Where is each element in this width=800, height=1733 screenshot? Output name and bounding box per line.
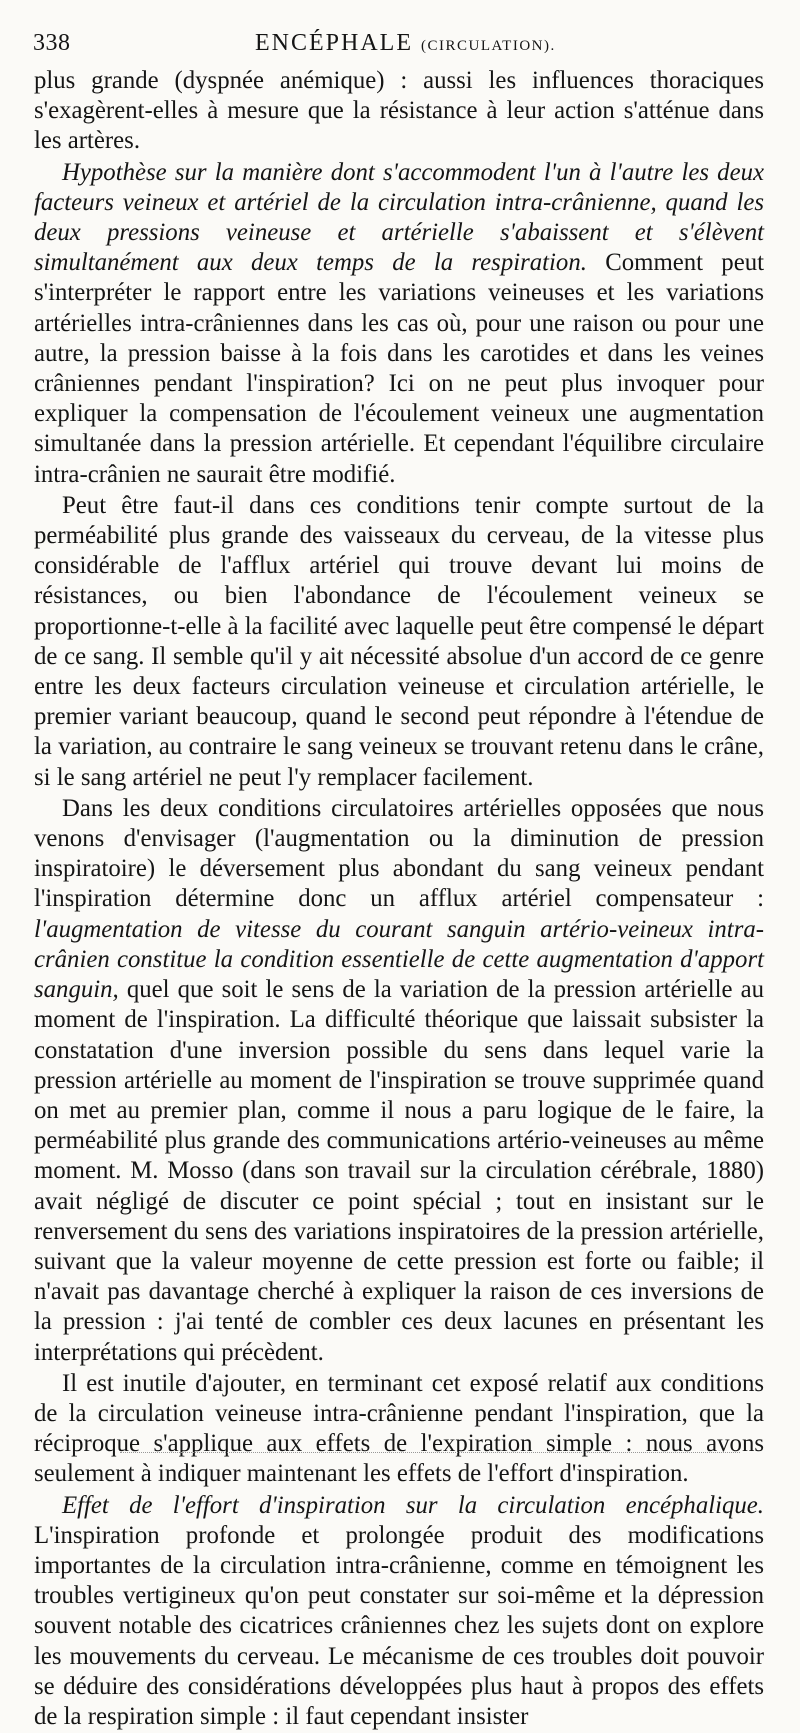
paragraph-4 <box>34 794 764 1368</box>
paragraph-2-text: Comment peut s'interpréter le rapport entre les variations veineuses et les variations artérielles intra-crâniennes dans les cas où, pour une raison ou pour une autre, la pression baisse à la fois dans les carotides et dans les veines crâniennes pendant l'inspiration? Ici on ne peut plus invoquer pour expliquer la compensation de l'écoulement veineux une augmentation simultanée dans la pression artérielle. Et cependant l'équilibre circulaire intra-crânien ne saurait être modifié. <box>34 249 764 488</box>
section-heading-effort: Effet de l'effort d'inspiration sur la circulation encéphalique. <box>62 1491 764 1519</box>
page-number: 338 <box>33 30 71 56</box>
paragraph-4-emphasis: l'augmentation de vitesse du courant sanguin artério-veineux intra-crânien constitue la condition essentielle de cette augmentation d'apport sanguin, <box>34 915 764 1004</box>
paragraph-1: plus grande (dyspnée anémique) : aussi les influences thoraciques s'exagèrent-elles à mesure que la résistance à leur action s'atténue dans les artères. <box>34 67 764 155</box>
paragraph-3: Peut être faut-il dans ces conditions tenir compte surtout de la perméabilité plus grande des vaisseaux du cerveau, de la vitesse plus considérable de l'afflux artériel qui trouve devant lui moins de résistances, ou bien l'abondance de l'écoulement veineux se proportionne-t-elle à la facilité avec laquelle peut être compensé le départ de ce sang. Il semble qu'il y ait nécessité absolue d'un accord de ce genre entre les deux facteurs circulation veineuse et circulation artérielle, le premier variant beaucoup, quand le second peut répondre à l'étendue de la variation, au contraire le sang veineux se trouvant retenu dans le crâne, si le sang artériel ne peut l'y remplacer facilement. <box>34 491 764 791</box>
paragraph-5: Il est inutile d'ajouter, en terminant cet exposé relatif aux conditions de la circulation veineuse intra-crânienne pendant l'inspiration, que la réciproque s'applique aux effets de l'expiration simple : nous avons seulement à indiquer maintenant les effets de l'effort d'inspiration. <box>34 1369 764 1488</box>
running-title <box>255 30 556 57</box>
body-text <box>34 66 764 1733</box>
paragraph-6 <box>34 1491 764 1733</box>
section-heading-hypothese: Hypothèse sur la manière dont s'accommodent l'un à l'autre les deux facteurs veineux et artériel de la circulation intra-crânienne, quand les deux pressions veineuse et artérielle s'abaissent et s'élèvent simultanément aux deux temps de la respiration. <box>34 158 764 277</box>
paragraph-4-a: Dans les deux conditions circulatoires artérielles opposées que nous venons d'envisager (l'augmentation ou la diminution de pression inspiratoire) le déversement plus abondant du sang veineux pendant l'inspiration détermine donc un afflux artériel compensateur : <box>34 794 764 913</box>
paragraph-4-b: quel que soit le sens de la variation de la pression artérielle au moment de l'inspiration. La difficulté théorique que laissait subsister la constatation d'une inversion possible du sens dans lequel varie la pression artérielle au moment de l'inspiration se trouve supprimée quand on met au premier plan, comme il nous a paru logique de le faire, la perméabilité plus grande des communications artério-veineuses au même moment. M. Mosso (dans son travail sur la circulation cérébrale, 1880) avait négligé de discuter ce point spécial ; tout en insistant sur le renversement du sens des variations inspiratoires de la pression artérielle, suivant que la valeur moyenne de cette pression est forte ou faible; il n'avait pas davantage cherché à expliquer la raison de ces inversions de la pression : j'ai tenté de combler ces deux lacunes en présentant les interprétations qui précèdent. <box>34 976 765 1366</box>
footer-rule <box>120 1452 740 1455</box>
paragraph-2 <box>34 158 764 490</box>
running-title-main: ENCÉPHALE <box>255 30 413 56</box>
running-title-subtitle: (CIRCULATION). <box>421 38 556 54</box>
paragraph-6-text: L'inspiration profonde et prolongée produit des modifications importantes de la circulation intra-crânienne, comme en témoignent les troubles vertigineux qu'on peut constater sur soi-même et la dépression souvent notable des cicatrices crâniennes chez les sujets dont on explore les mouvements du cerveau. Le mécanisme de ces troubles doit pouvoir se déduire des considérations développées plus haut à propos des effets de la respiration simple : il faut cependant insister <box>34 1521 764 1730</box>
page-header <box>33 22 773 58</box>
